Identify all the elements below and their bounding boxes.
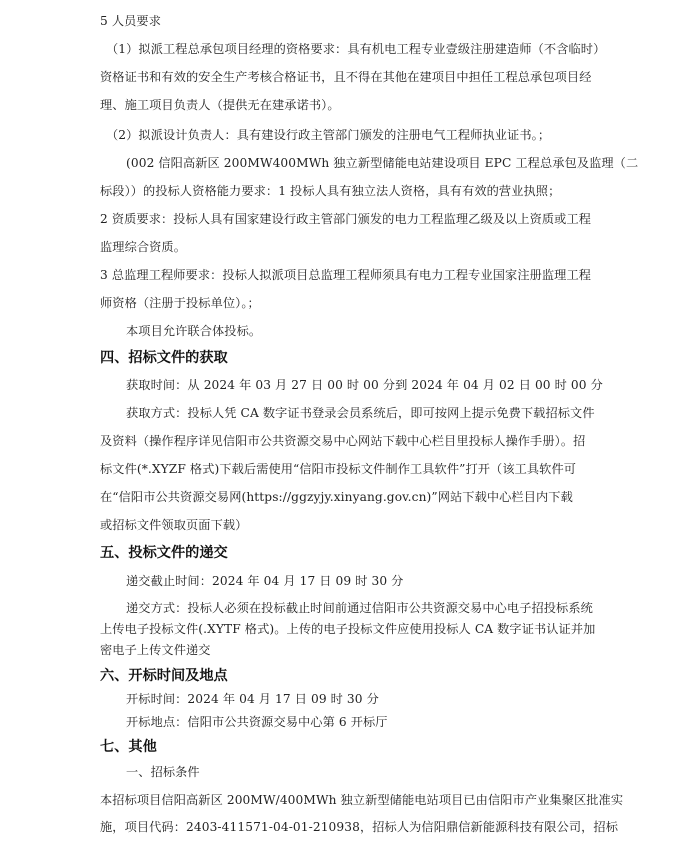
text-line: (002 信阳高新区 200MW400MWh 独立新型储能电站建设项目 EPC 工程总承包及监理（二 xyxy=(126,156,639,170)
text-line: 师资格（注册于投标单位）。； xyxy=(100,296,260,310)
text-line: 密电子上传文件递交 xyxy=(100,643,211,657)
section-heading-6: 六、开标时间及地点 xyxy=(100,668,228,684)
section-heading-4: 四、招标文件的获取 xyxy=(100,350,228,366)
text-line: 获取方式：投标人凭 CA 数字证书登录会员系统后，即可按网上提示免费下载招标文件 xyxy=(126,406,595,420)
text-line: 监理综合资质。 xyxy=(100,240,187,254)
text-line: 递交方式：投标人必须在投标截止时间前通过信阳市公共资源交易中心电子招投标系统 xyxy=(126,601,593,615)
section-heading-7: 七、其他 xyxy=(100,739,157,755)
text-line: 及资料（操作程序详见信阳市公共资源交易中心网站下载中心栏目里投标人操作手册）。招 xyxy=(100,434,586,448)
text-line: 标段））的投标人资格能力要求：1 投标人具有独立法人资格，具有有效的营业执照； xyxy=(100,184,561,198)
text-line: 施，项目代码：2403-411571-04-01-210938，招标人为信阳鼎信新能源科技有限公司，招标 xyxy=(100,820,619,834)
text-line: 理、施工项目负责人（提供无在建承诺书）。 xyxy=(100,98,340,112)
text-line: （1）拟派工程总承包项目经理的资格要求：具有机电工程专业壹级注册建造师（不含临时） xyxy=(106,42,606,56)
text-line: 在“信阳市公共资源交易网(https://ggzyjy.xinyang.gov.cn)”网站下载中心栏目内下载 xyxy=(100,490,573,504)
text-line: 递交截止时间：2024 年 04 月 17 日 09 时 30 分 xyxy=(126,574,404,588)
text-line: 5 人员要求 xyxy=(100,14,161,28)
text-line: 本项目允许联合体投标。 xyxy=(126,324,262,338)
text-line: 一、招标条件 xyxy=(126,765,200,779)
text-line: 标文件(*.XYZF 格式)下载后需使用“信阳市投标文件制作工具软件”打开（该工具软件可 xyxy=(100,462,577,476)
section-heading-5: 五、投标文件的递交 xyxy=(100,545,228,561)
text-line: 3 总监理工程师要求：投标人拟派项目总监理工程师须具有电力工程专业国家注册监理工程 xyxy=(100,268,592,282)
text-line: 上传电子投标文件(.XYTF 格式)。上传的电子投标文件应使用投标人 CA 数字证书认证并加 xyxy=(100,622,596,636)
text-line: 资格证书和有效的安全生产考核合格证书，且不得在其他在建项目中担任工程总承包项目经 xyxy=(100,70,592,84)
text-line: 开标时间：2024 年 04 月 17 日 09 时 30 分 xyxy=(126,692,379,706)
text-line: 或招标文件领取页面下载） xyxy=(100,518,248,532)
text-line: 开标地点：信阳市公共资源交易中心第 6 开标厅 xyxy=(126,715,388,729)
text-line: 获取时间：从 2024 年 03 月 27 日 00 时 00 分到 2024 年 04 月 02 日 00 时 00 分 xyxy=(126,378,603,392)
text-line: 2 资质要求：投标人具有国家建设行政主管部门颁发的电力工程监理乙级及以上资质或工程 xyxy=(100,212,592,226)
text-line: （2）拟派设计负责人：具有建设行政主管部门颁发的注册电气工程师执业证书。； xyxy=(106,128,551,142)
text-line: 本招标项目信阳高新区 200MW/400MWh 独立新型储能电站项目已由信阳市产业集聚区批准实 xyxy=(100,793,624,807)
